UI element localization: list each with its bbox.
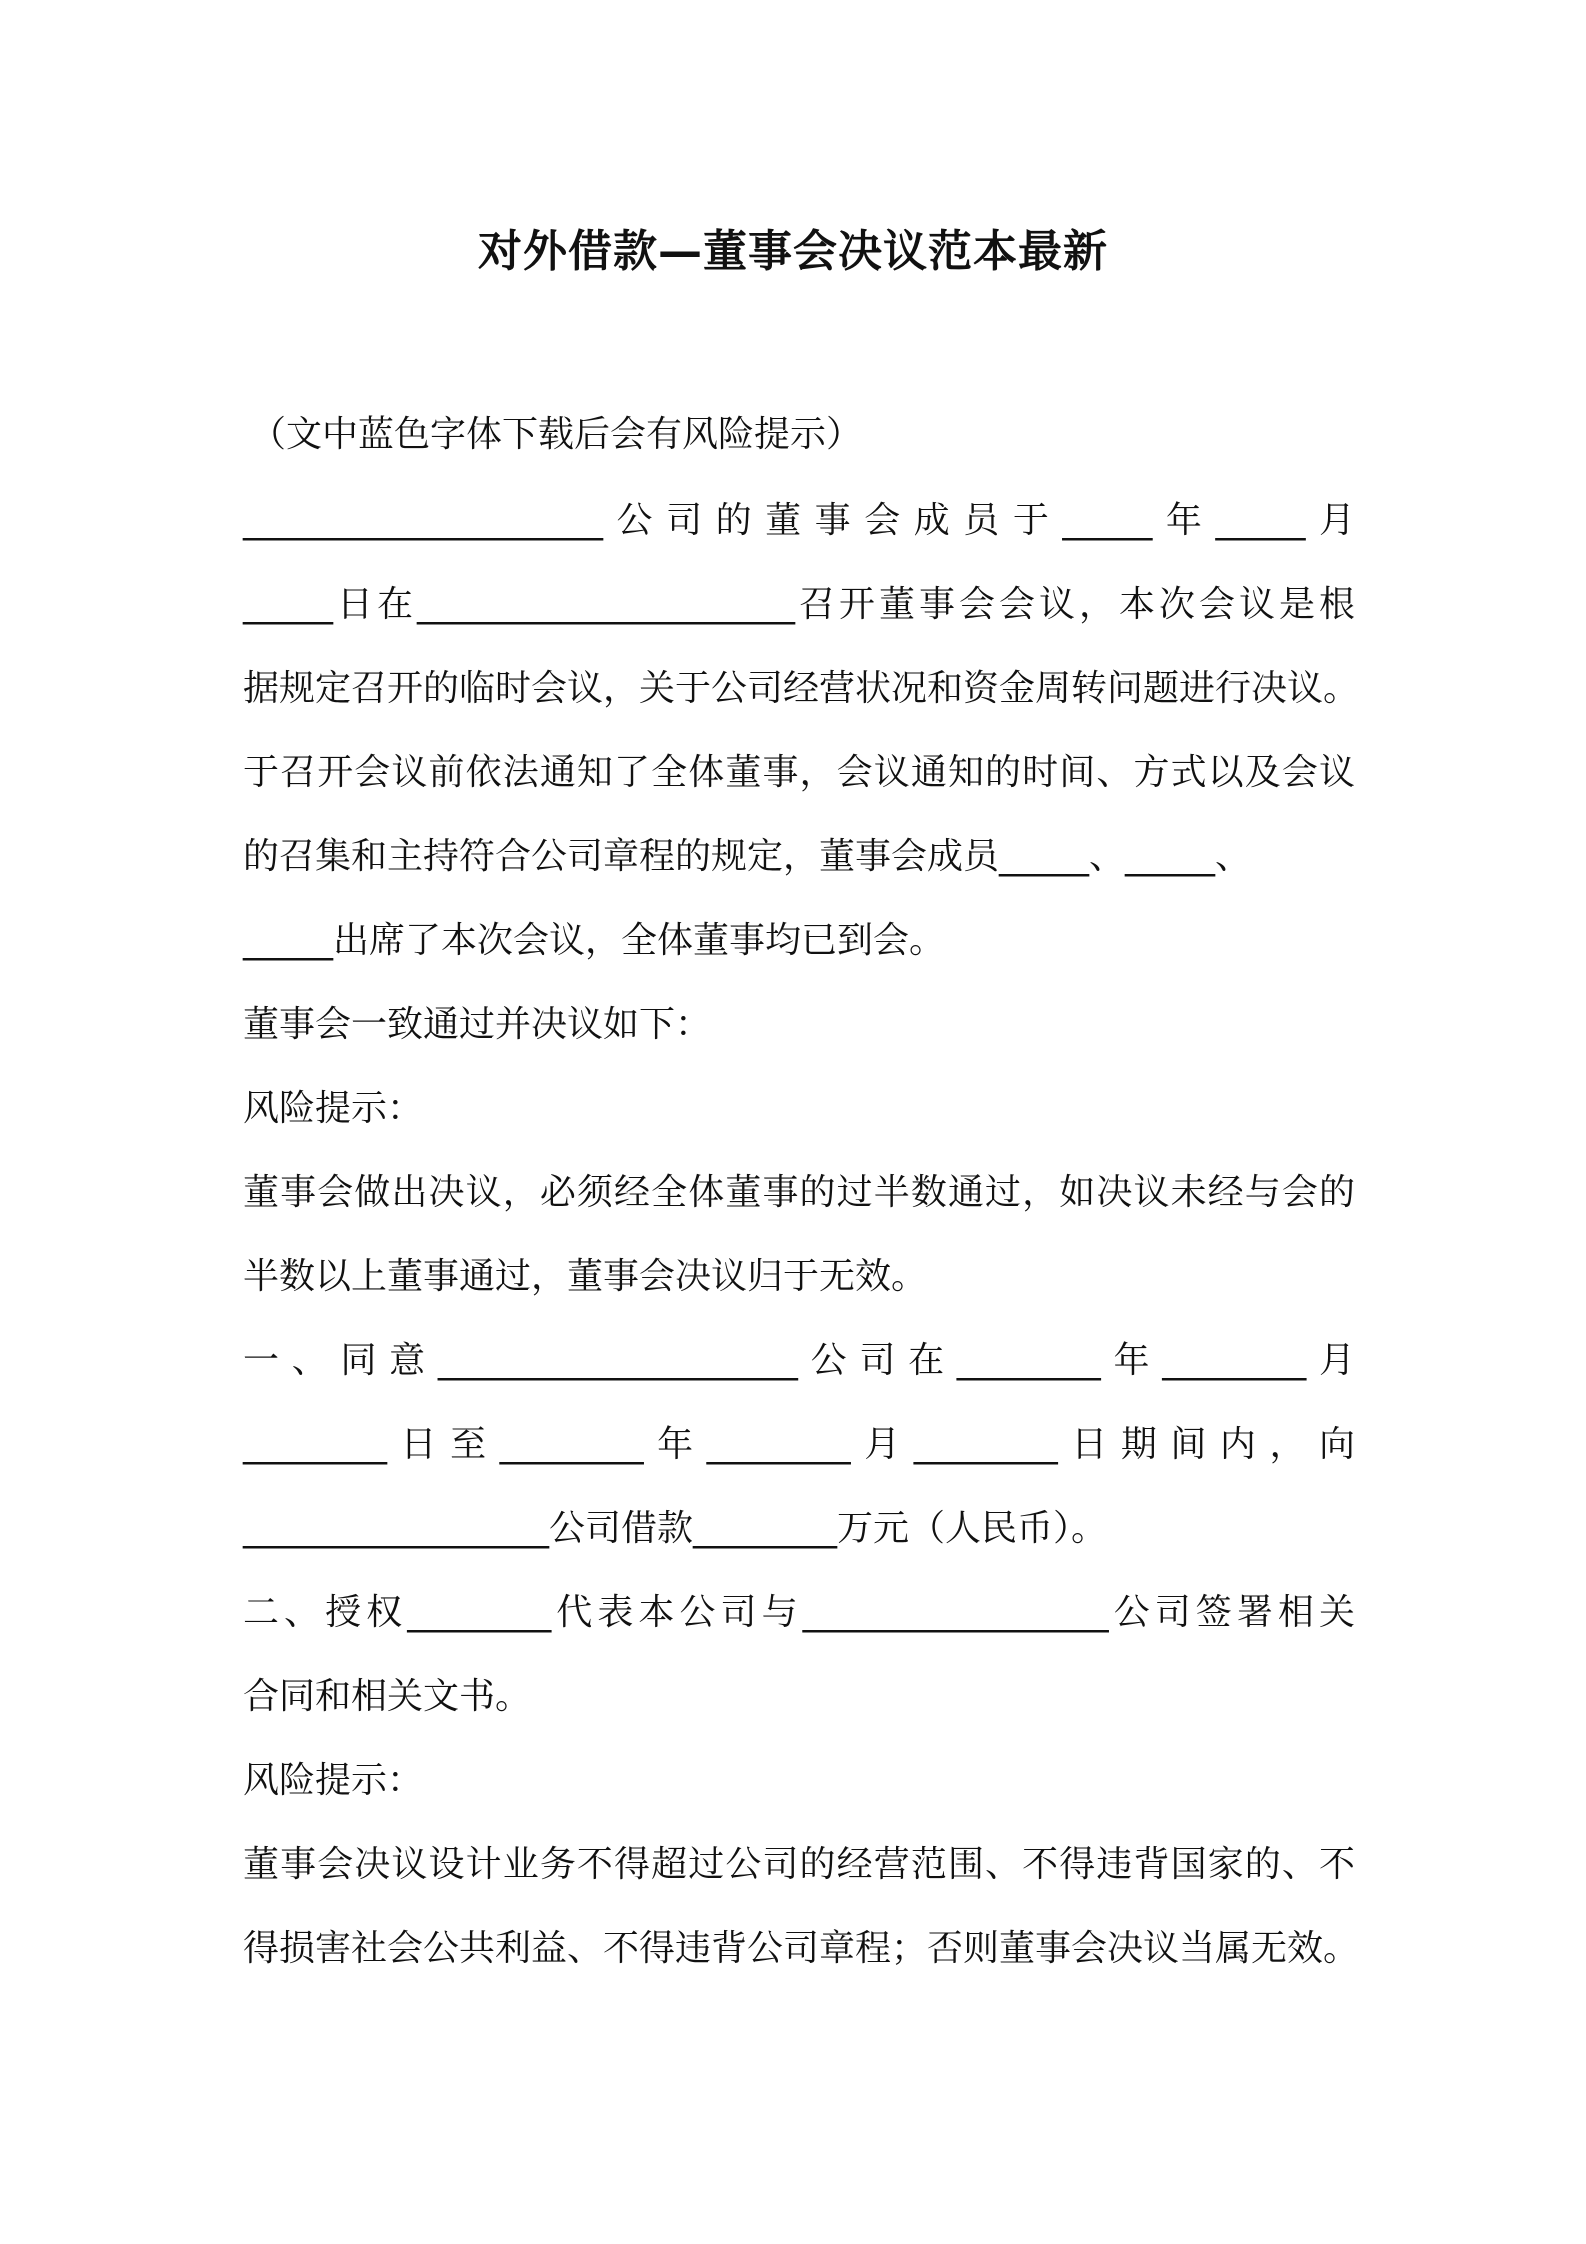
paragraph-line: _________________公司借款________万元（人民币）。 xyxy=(243,1508,1108,1549)
paragraph-line: 董事会做出决议，必须经全体董事的过半数通过，如决议未经与会的 xyxy=(243,1172,1355,1213)
resolution-item-1: 一、同意____________________公司在________年________月 xyxy=(243,1340,1355,1381)
paragraph-line: 的召集和主持符合公司章程的规定，董事会成员_____、_____、 xyxy=(243,836,1252,877)
risk-label: 风险提示： xyxy=(243,1760,424,1801)
resolution-heading: 董事会一致通过并决议如下： xyxy=(243,1004,712,1045)
paragraph-line: _____日在_____________________召开董事会会议，本次会议是根 xyxy=(243,584,1355,625)
paragraph-line: 得损害社会公共利益、不得违背公司章程；否则董事会决议当属无效。 xyxy=(243,1928,1360,1969)
document-title: 对外借款—董事会决议范本最新 xyxy=(478,226,1108,277)
paragraph-line: 半数以上董事通过，董事会决议归于无效。 xyxy=(243,1256,928,1297)
paragraph-line: 据规定召开的临时会议，关于公司经营状况和资金周转问题进行决议。 xyxy=(243,668,1360,709)
resolution-item-2: 二、授权________代表本公司与_________________公司签署相关 xyxy=(243,1592,1355,1633)
paragraph-line: 于召开会议前依法通知了全体董事，会议通知的时间、方式以及会议 xyxy=(243,752,1355,793)
paragraph-line: 董事会决议设计业务不得超过公司的经营范围、不得违背国家的、不 xyxy=(243,1844,1355,1885)
paragraph-line: _____出席了本次会议，全体董事均已到会。 xyxy=(243,920,946,961)
risk-note-intro: （文中蓝色字体下载后会有风险提示） xyxy=(250,414,863,455)
paragraph-line: ____________________公司的董事会成员于_____年_____月 xyxy=(243,500,1355,541)
paragraph-line: ________日至________年________月________日期间内，向 xyxy=(243,1424,1355,1465)
paragraph-line: 合同和相关文书。 xyxy=(243,1676,532,1717)
risk-label: 风险提示： xyxy=(243,1088,424,1129)
